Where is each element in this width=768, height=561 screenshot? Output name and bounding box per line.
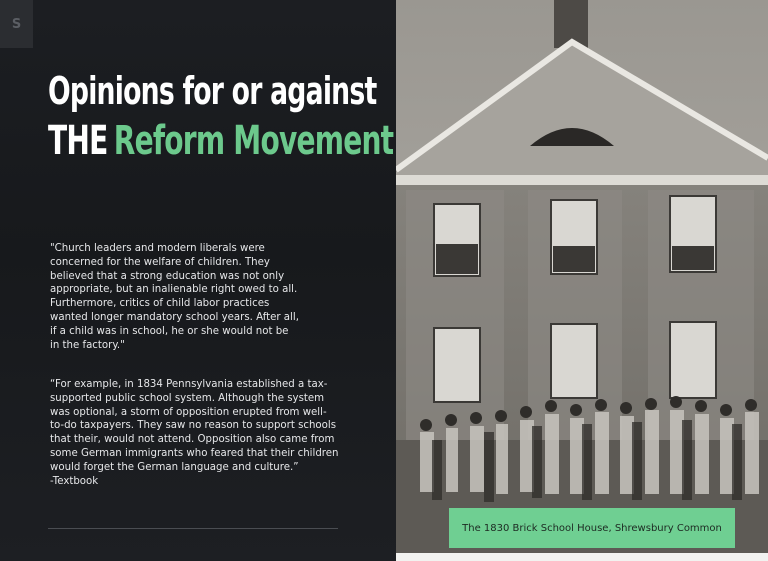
school-house-photo: [396, 0, 768, 561]
bottom-strip: [396, 553, 768, 561]
title-accent: Reform Movement: [113, 118, 394, 164]
slide-title-line2: [48, 118, 394, 164]
photo-caption: The 1830 Brick School House, Shrewsbury Common: [449, 508, 735, 548]
quote-paragraph-church-leaders: "Church leaders and modern liberals were concerned for the welfare of children. They believed that a strong education was not only appropriate, but an inalienable right owed to all. Furthermore, critics of child labor practices wanted longer mandatory school years. After all, if a child was in school, he or she would not be in the factory.": [50, 243, 299, 351]
logo-badge: S: [0, 0, 33, 48]
quote-paragraph-textbook: “For example, in 1834 Pennsylvania established a tax-supported public school system. Although the system was optional, a storm of opposition erupted from well-to-do taxpayers. They saw no reason to support schools that their, would not attend. Opposition also came from some German immigrants who feared that their children would forget the German language and culture.” -Textbook: [50, 379, 339, 487]
slide-title-line1: Opinions for or against: [48, 69, 377, 113]
school-house-image: [396, 0, 768, 561]
title-prefix: THE: [48, 118, 108, 164]
divider-line: [48, 528, 338, 529]
